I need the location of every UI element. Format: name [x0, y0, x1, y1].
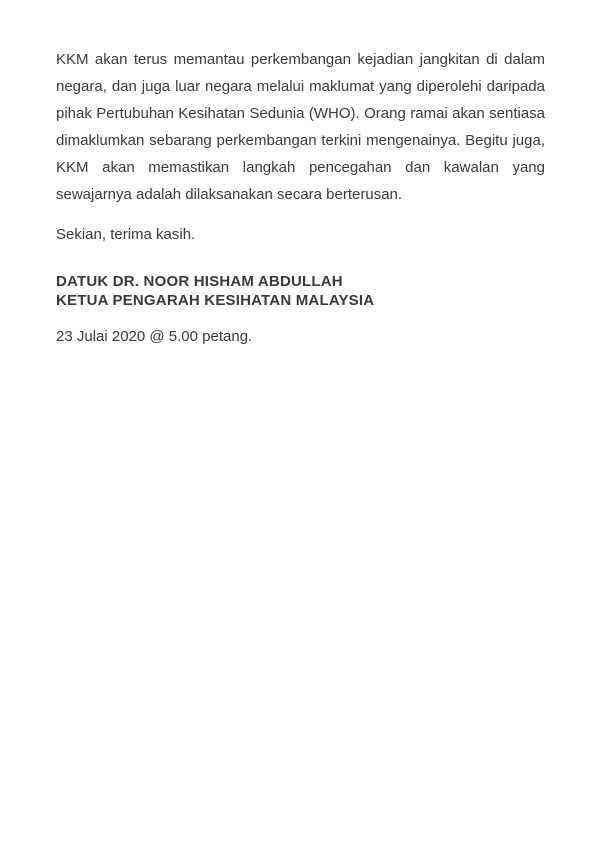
- signatory-title: KETUA PENGARAH KESIHATAN MALAYSIA: [56, 292, 375, 309]
- closing-line: Sekian, terima kasih.: [56, 226, 196, 243]
- dateline: 23 Julai 2020 @ 5.00 petang.: [56, 328, 253, 345]
- signatory-block: [56, 272, 545, 310]
- signatory-name: DATUK DR. NOOR HISHAM ABDULLAH: [56, 273, 343, 290]
- statement-body-paragraph: KKM akan terus memantau perkembangan kejadian jangkitan di dalam negara, dan juga luar negara melalui maklumat yang diperolehi daripada pihak Pertubuhan Kesihatan Sedunia (WHO). Orang ramai akan sentiasa dimaklumkan sebarang perkembangan terkini mengenainya. Begitu juga, KKM akan memastikan langkah pencegahan dan kawalan yang sewajarnya adalah dilaksanakan secara berterusan.: [56, 51, 545, 203]
